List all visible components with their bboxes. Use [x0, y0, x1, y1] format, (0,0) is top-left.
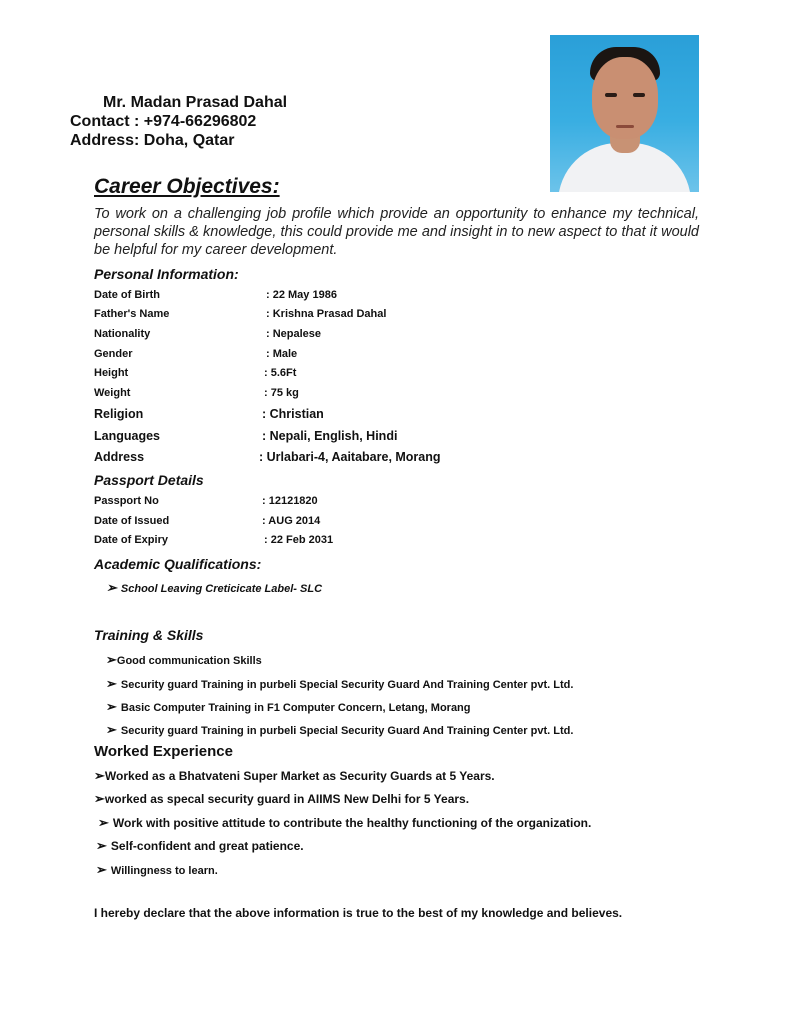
- contact-line: Contact : +974-66296802: [70, 113, 257, 130]
- father-label: Father's Name: [94, 308, 170, 320]
- experience-item: ➢worked as specal security guard in AIIMS New Delhi for 5 Years.: [94, 791, 470, 806]
- father-value: : Krishna Prasad Dahal: [266, 308, 387, 320]
- nationality-value: : Nepalese: [266, 328, 322, 340]
- training-item: ➢ Basic Computer Training in F1 Computer Concern, Letang, Morang: [106, 699, 471, 714]
- training-item: ➢Good communication Skills: [106, 652, 262, 667]
- training-item: ➢ Security guard Training in purbeli Special Security Guard And Training Center pvt. Ltd.: [106, 676, 574, 691]
- address-line: Address: Doha, Qatar: [70, 132, 235, 149]
- academic-title: Academic Qualifications:: [94, 556, 262, 572]
- religion-label: Religion: [94, 407, 144, 421]
- arrow-bullet-icon: ➢: [94, 791, 105, 806]
- experience-title: Worked Experience: [94, 743, 233, 760]
- gender-label: Gender: [94, 348, 133, 360]
- issued-label: Date of Issued: [94, 515, 170, 527]
- weight-label: Weight: [94, 387, 131, 399]
- languages-label: Languages: [94, 429, 160, 443]
- nationality-label: Nationality: [94, 328, 151, 340]
- training-title: Training & Skills: [94, 627, 204, 643]
- experience-item: ➢ Self-confident and great patience.: [96, 838, 304, 853]
- applicant-name: Mr. Madan Prasad Dahal: [103, 94, 288, 111]
- height-label: Height: [94, 367, 129, 379]
- weight-value: : 75 kg: [264, 387, 299, 399]
- arrow-bullet-icon: ➢: [106, 676, 117, 691]
- passport-title: Passport Details: [94, 472, 204, 488]
- arrow-bullet-icon: ➢: [98, 815, 109, 830]
- expiry-label: Date of Expiry: [94, 534, 168, 546]
- training-item: ➢ Security guard Training in purbeli Special Security Guard And Training Center pvt. Ltd.: [106, 722, 574, 737]
- address-label: Address: [94, 450, 145, 464]
- expiry-value: : 22 Feb 2031: [264, 534, 334, 546]
- career-objectives-title: Career Objectives:: [94, 175, 280, 198]
- dob-value: : 22 May 1986: [266, 289, 337, 301]
- arrow-bullet-icon: ➢: [106, 652, 117, 667]
- religion-value: : Christian: [262, 407, 324, 421]
- arrow-bullet-icon: ➢: [106, 580, 117, 595]
- experience-item: ➢ Work with positive attitude to contribute the healthy functioning of the organization.: [98, 815, 592, 830]
- address-value: : Urlabari-4, Aaitabare, Morang: [259, 450, 441, 464]
- profile-photo: [550, 35, 699, 192]
- passport-no-value: : 12121820: [262, 495, 318, 507]
- personal-info-title: Personal Information:: [94, 266, 239, 282]
- arrow-bullet-icon: ➢: [94, 768, 105, 783]
- arrow-bullet-icon: ➢: [96, 862, 107, 877]
- gender-value: : Male: [266, 348, 298, 360]
- arrow-bullet-icon: ➢: [106, 722, 117, 737]
- declaration: I hereby declare that the above information is true to the best of my knowledge and believes.: [94, 906, 623, 920]
- academic-item: ➢ School Leaving Creticicate Label- SLC: [106, 580, 323, 595]
- passport-no-label: Passport No: [94, 495, 159, 507]
- height-value: : 5.6Ft: [264, 367, 297, 379]
- career-objectives-text: To work on a challenging job profile which provide an opportunity to enhance my technical, personal skills & knowledge, this could provide me and insight in to new aspect to that it would be helpful for my career development.: [94, 206, 699, 258]
- arrow-bullet-icon: ➢: [96, 838, 107, 853]
- arrow-bullet-icon: ➢: [106, 699, 117, 714]
- experience-item: ➢ Willingness to learn.: [96, 862, 218, 877]
- issued-value: : AUG 2014: [262, 515, 321, 527]
- experience-item: ➢Worked as a Bhatvateni Super Market as Security Guards at 5 Years.: [94, 768, 495, 783]
- dob-label: Date of Birth: [94, 289, 160, 301]
- languages-value: : Nepali, English, Hindi: [262, 429, 398, 443]
